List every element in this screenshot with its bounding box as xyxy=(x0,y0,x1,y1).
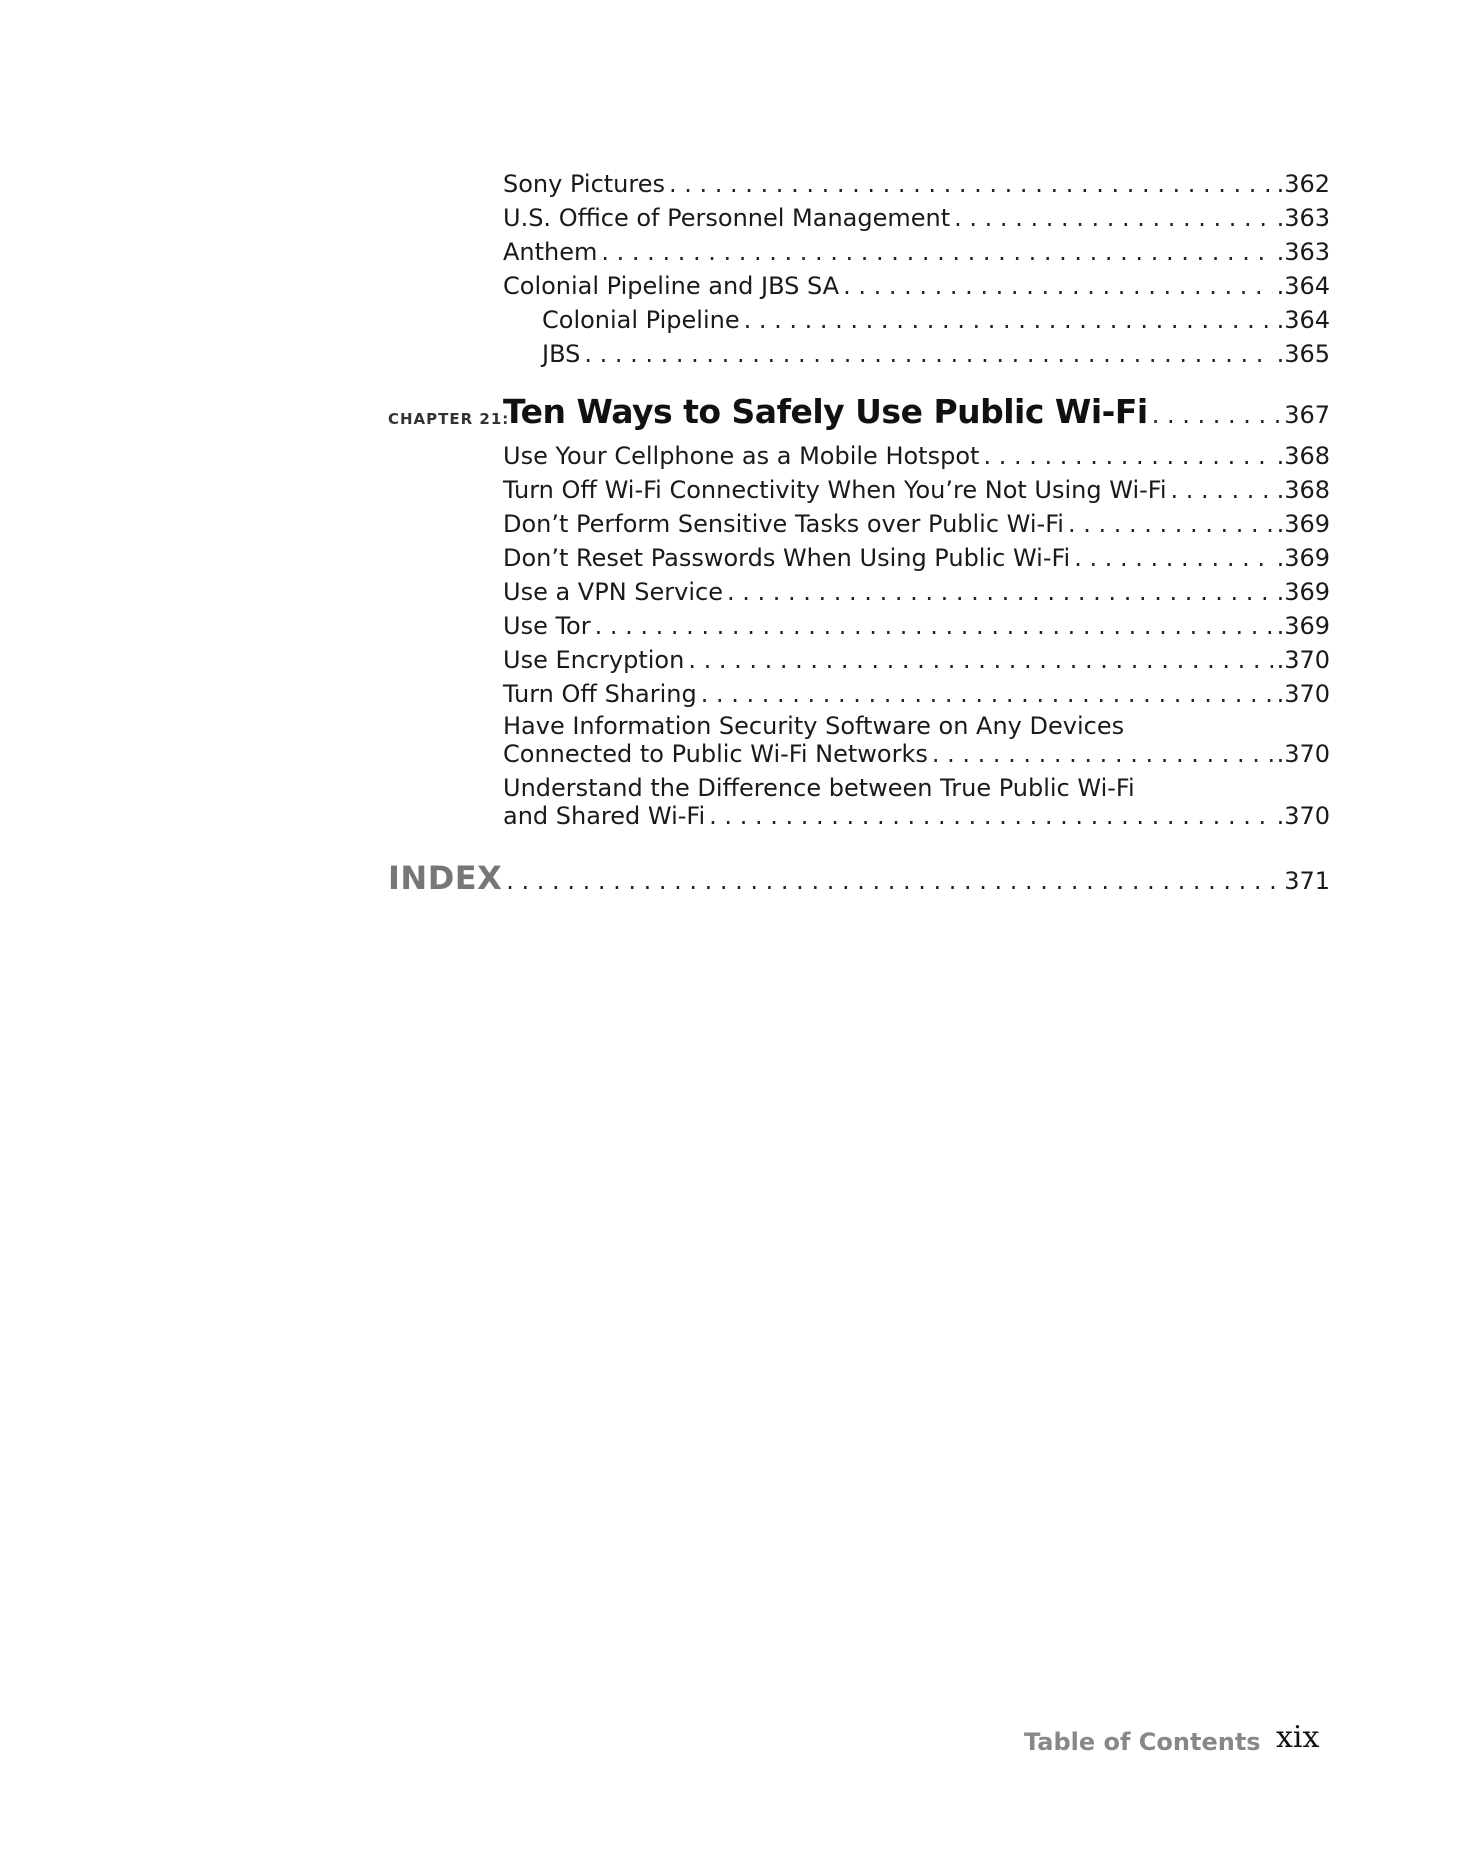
toc-entry[interactable] xyxy=(503,544,1330,572)
dot-leader xyxy=(1152,395,1281,435)
dot-leader xyxy=(1171,476,1273,504)
toc-entry-title: JBS xyxy=(542,340,581,368)
toc-entry-page: .364 xyxy=(1276,306,1330,334)
index-entry[interactable] xyxy=(388,858,1330,901)
toc-entry-page: .368 xyxy=(1276,476,1330,504)
chapter-label: CHAPTER 21: xyxy=(388,410,510,428)
toc-entry-page: .365 xyxy=(1276,340,1330,368)
dot-leader xyxy=(983,442,1272,470)
toc-entry-page: .370 xyxy=(1276,646,1330,674)
toc-entry-title: Use Encryption xyxy=(503,646,685,674)
toc-entry-page: .369 xyxy=(1276,544,1330,572)
toc-entry-page: .364 xyxy=(1276,272,1330,300)
toc-entry-title: Colonial Pipeline and JBS SA xyxy=(503,272,840,300)
toc-entry-title: Turn Off Wi-Fi Connectivity When You’re Not Using Wi-Fi xyxy=(503,476,1167,504)
toc-entry-line1[interactable]: Understand the Difference between True Public Wi-Fi xyxy=(503,774,1135,802)
toc-entry[interactable] xyxy=(503,510,1330,538)
toc-entry[interactable] xyxy=(503,740,1330,768)
toc-subentry[interactable] xyxy=(542,340,1330,368)
toc-entry[interactable] xyxy=(503,238,1330,266)
toc-entry-page: .370 xyxy=(1276,740,1330,768)
toc-entry-title: Sony Pictures xyxy=(503,170,665,198)
chapter-page: 367 xyxy=(1284,401,1330,429)
toc-entry[interactable] xyxy=(503,272,1330,300)
dot-leader xyxy=(709,802,1272,830)
toc-entry-title: Don’t Perform Sensitive Tasks over Public Wi-Fi xyxy=(503,510,1064,538)
toc-entry-title: Use Your Cellphone as a Mobile Hotspot xyxy=(503,442,980,470)
toc-entry[interactable] xyxy=(503,578,1330,606)
toc-entry-title: Connected to Public Wi-Fi Networks xyxy=(503,740,928,768)
toc-entry[interactable] xyxy=(503,204,1330,232)
toc-entry[interactable] xyxy=(503,802,1330,830)
dot-leader xyxy=(701,680,1273,708)
toc-entry-title: Anthem xyxy=(503,238,598,266)
toc-entry[interactable] xyxy=(503,442,1330,470)
chapter-title: Ten Ways to Safely Use Public Wi-Fi xyxy=(503,392,1148,431)
toc-entry-title: U.S. Office of Personnel Management xyxy=(503,204,951,232)
toc-entry-page: .370 xyxy=(1276,680,1330,708)
toc-entry-page: .370 xyxy=(1276,802,1330,830)
dot-leader xyxy=(843,272,1272,300)
index-page: 371 xyxy=(1284,867,1330,895)
toc-entry-title: Use Tor xyxy=(503,612,591,640)
chapter-heading[interactable] xyxy=(503,392,1330,435)
toc-entry-page: .363 xyxy=(1276,204,1330,232)
toc-entry-line1[interactable]: Have Information Security Software on Any Devices xyxy=(503,712,1125,740)
toc-subentry[interactable] xyxy=(542,306,1330,334)
toc-entry[interactable] xyxy=(503,646,1330,674)
dot-leader xyxy=(1074,544,1272,572)
dot-leader xyxy=(601,238,1272,266)
dot-leader xyxy=(584,340,1272,368)
toc-entry-page: .369 xyxy=(1276,510,1330,538)
dot-leader xyxy=(669,170,1273,198)
toc-entry-page: .363 xyxy=(1276,238,1330,266)
toc-entry-page: .369 xyxy=(1276,578,1330,606)
dot-leader xyxy=(1068,510,1273,538)
dot-leader xyxy=(595,612,1273,640)
index-title: INDEX xyxy=(388,859,503,897)
toc-entry[interactable] xyxy=(503,680,1330,708)
toc-entry-page: .362 xyxy=(1276,170,1330,198)
toc-entry[interactable] xyxy=(503,170,1330,198)
toc-entry[interactable] xyxy=(503,612,1330,640)
dot-leader xyxy=(506,861,1280,901)
toc-entry-title: Colonial Pipeline xyxy=(542,306,740,334)
dot-leader xyxy=(727,578,1273,606)
toc-entry-title: and Shared Wi-Fi xyxy=(503,802,706,830)
footer-label: Table of Contents xyxy=(1024,1728,1261,1756)
dot-leader xyxy=(744,306,1273,334)
toc-entry-page: .369 xyxy=(1276,612,1330,640)
toc-entry-title: Turn Off Sharing xyxy=(503,680,697,708)
toc-entry-title: Use a VPN Service xyxy=(503,578,723,606)
toc-entry-page: .368 xyxy=(1276,442,1330,470)
dot-leader xyxy=(954,204,1272,232)
footer-page-number: xix xyxy=(1276,1720,1320,1755)
toc-entry[interactable] xyxy=(503,476,1330,504)
toc-entry-title: Don’t Reset Passwords When Using Public Wi-Fi xyxy=(503,544,1071,572)
dot-leader xyxy=(932,740,1273,768)
dot-leader xyxy=(688,646,1272,674)
